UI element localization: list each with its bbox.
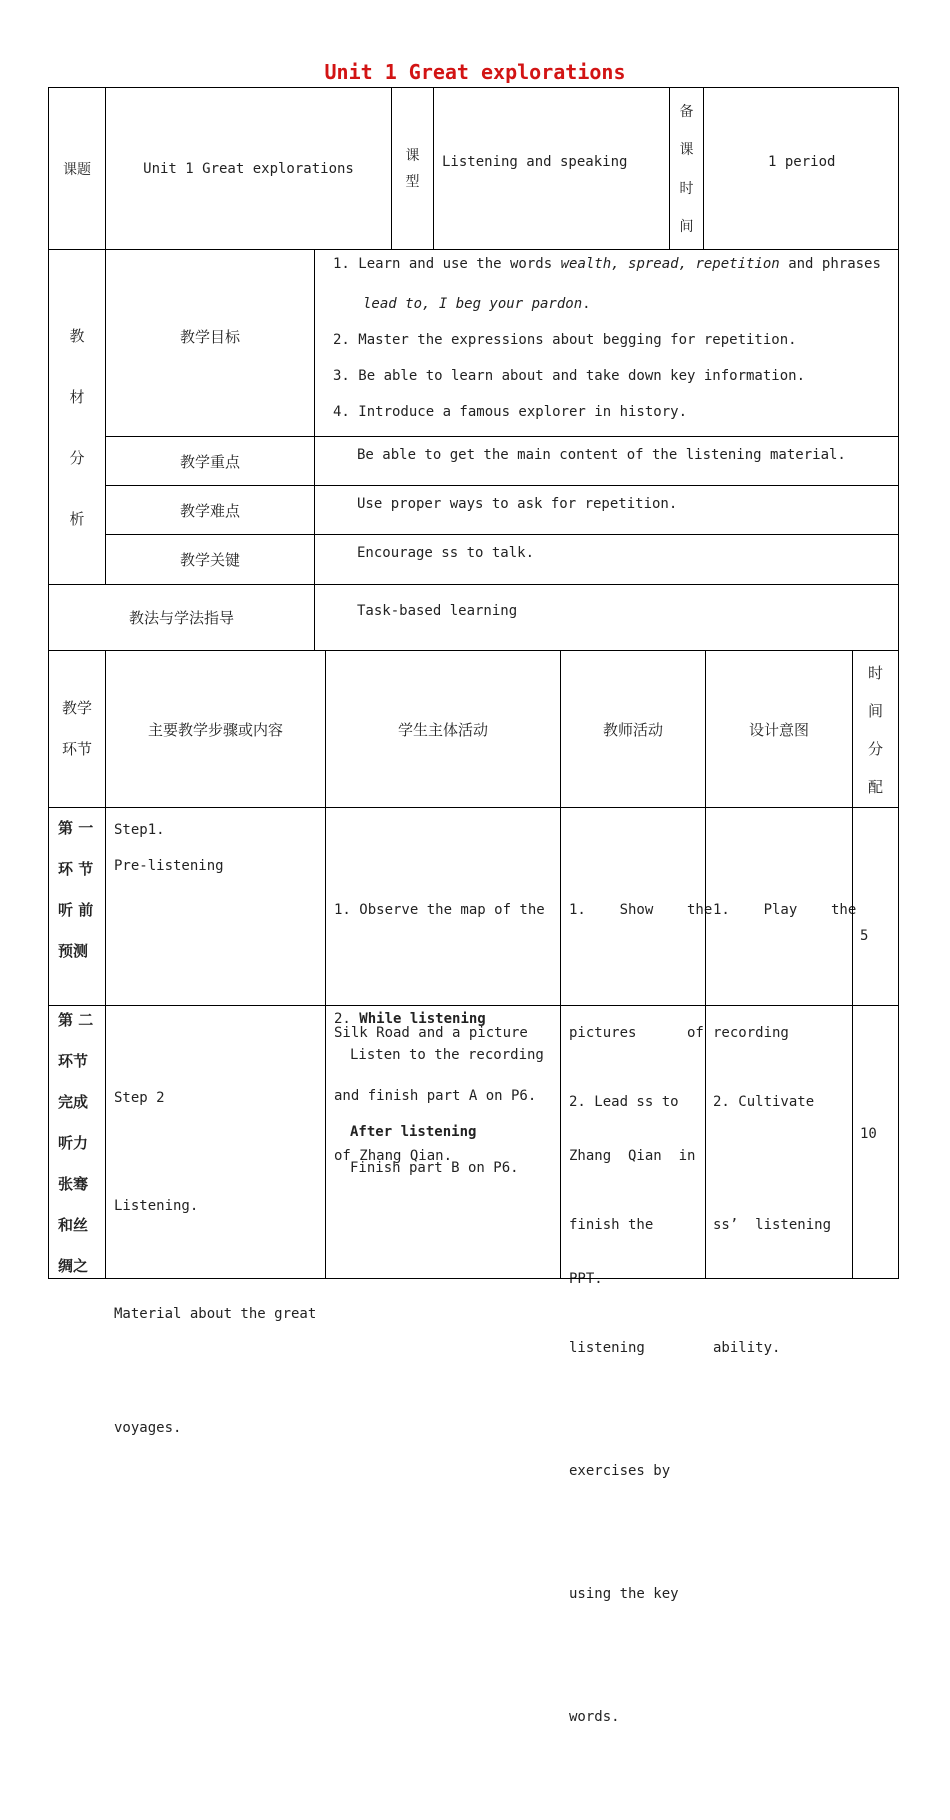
- objective-item-4: 4. Introduce a famous explorer in history.: [333, 404, 688, 420]
- col-time-label-char: 时: [867, 663, 883, 682]
- col-design-header: [705, 650, 853, 808]
- row1-design-line: recording: [713, 1025, 789, 1041]
- row1-steps-cell: [105, 807, 326, 1006]
- key-label-cell: [105, 436, 315, 486]
- row1-stage-cell: [48, 807, 106, 1006]
- difficulty-label-cell: [105, 485, 315, 535]
- row2-steps-line: voyages.: [114, 1420, 182, 1436]
- row2-stage-line: 听力: [58, 1134, 89, 1152]
- col-steps-header: [105, 650, 326, 808]
- row2-teacher-line: words.: [569, 1709, 620, 1725]
- row2-student-cell: [325, 1005, 561, 1279]
- difficulty-value-cell: [314, 485, 899, 535]
- row1-teacher-line: pictures of: [569, 1025, 704, 1041]
- objectives-value-cell: [314, 249, 899, 437]
- row2-teacher-line: listening: [569, 1340, 645, 1356]
- col-stage-label: 教学: [61, 699, 92, 717]
- col-stage-label: 环节: [61, 740, 92, 758]
- beike-label-char: 备: [679, 104, 694, 121]
- objective-item-2: 2. Master the expressions about begging for repetition.: [333, 332, 797, 348]
- row1-student-line: of Zhang Qian.: [334, 1148, 453, 1164]
- key-label: 教学重点: [179, 452, 240, 471]
- key-value-cell: [314, 436, 899, 486]
- keti-value-cell: [105, 87, 392, 250]
- col-student-label: 学生主体活动: [397, 720, 488, 739]
- row2-stage-line: 张骞: [58, 1175, 89, 1193]
- keti-value: Unit 1 Great explorations: [143, 160, 354, 177]
- kexing-label-char: 型: [405, 173, 420, 190]
- row2-design-line: ability.: [713, 1340, 781, 1356]
- row2-student-line: Finish part B on P6.: [350, 1160, 519, 1176]
- difficulty-label: 教学难点: [179, 501, 240, 520]
- keti-label: 课题: [63, 161, 91, 178]
- row2-steps-line: Material about the great: [114, 1306, 317, 1322]
- key-value: Be able to get the main content of the listening material.: [357, 447, 846, 463]
- row1-student-line: Silk Road and a picture: [334, 1025, 528, 1041]
- row2-teacher-line: 2. Lead ss to: [569, 1094, 679, 1110]
- row2-steps-cell: [105, 1005, 326, 1436]
- difficulty-value: Use proper ways to ask for repetition.: [357, 496, 678, 512]
- document-title: Unit 1 Great explorations: [324, 60, 626, 84]
- objective-item-1-line2: [363, 296, 591, 312]
- row2-teacher-cell: [560, 1005, 706, 1725]
- col-time-label-char: 间: [867, 701, 883, 720]
- row2-stage-line: 和丝: [58, 1216, 89, 1234]
- row1-time-cell: [852, 807, 899, 1006]
- crux-label: 教学关键: [179, 551, 240, 569]
- kexing-label-cell: [391, 87, 434, 250]
- objective-item-1: [333, 256, 881, 272]
- row1-time: 5: [860, 928, 869, 944]
- row1-teacher-line: PPT.: [569, 1271, 603, 1287]
- row2-design-line: 2. Cultivate: [713, 1094, 815, 1110]
- col-teacher-header: [560, 650, 706, 808]
- objective-item-1-prefix: 1. Learn and use the words: [333, 256, 553, 272]
- col-time-header: [852, 650, 899, 808]
- crux-value: Encourage ss to talk.: [357, 545, 535, 561]
- row2-stage-line: 完成: [58, 1093, 89, 1111]
- row2-stage-cell: [48, 1005, 106, 1279]
- kexing-value-cell: [433, 87, 670, 250]
- row2-stage-line: 绸之: [58, 1257, 89, 1275]
- row1-teacher-line: Zhang Qian in: [569, 1148, 696, 1164]
- col-student-header: [325, 650, 561, 808]
- col-time-label-char: 配: [867, 777, 883, 796]
- row2-student-while: [334, 1011, 486, 1027]
- row1-steps-line: Pre-listening: [114, 858, 224, 874]
- row1-stage-line: 听 前: [58, 901, 94, 919]
- row2-stage-line: 第 二: [58, 1011, 94, 1029]
- crux-value-cell: [314, 534, 899, 585]
- keti-label-cell: [48, 87, 106, 250]
- row2-teacher-line: exercises by: [569, 1463, 671, 1479]
- beike-label-char: 时: [679, 180, 694, 197]
- row1-stage-line: 第 一: [58, 819, 94, 837]
- col-steps-label: 主要教学步骤或内容: [147, 720, 283, 739]
- row2-steps-line: Step 2: [114, 1090, 165, 1106]
- kexing-label-char: 课: [405, 147, 420, 164]
- method-value-cell: [314, 584, 899, 651]
- row2-teacher-line: finish the: [569, 1217, 654, 1233]
- objective-item-1-end: .: [582, 296, 591, 312]
- analysis-label-char: 教: [69, 327, 85, 345]
- objective-item-1-words: wealth, spread, repetition: [560, 256, 780, 272]
- row2-time: 10: [860, 1126, 877, 1142]
- objective-item-1-mid: and phrases: [788, 256, 881, 272]
- analysis-label-char: 分: [69, 449, 85, 467]
- objectives-label: 教学目标: [179, 327, 240, 346]
- row1-design-line: 1. Play the: [713, 902, 857, 918]
- row2-student-line: and finish part A on P6.: [334, 1088, 537, 1104]
- col-stage-header: [48, 650, 106, 808]
- method-label: 教法与学法指导: [128, 609, 234, 627]
- objectives-label-cell: [105, 249, 315, 437]
- row2-student-after-label: After listening: [350, 1124, 477, 1140]
- beike-label-char: 间: [679, 218, 694, 235]
- row2-student-num: 2.: [334, 1011, 351, 1027]
- beike-value: 1 period: [768, 154, 836, 170]
- col-teacher-label: 教师活动: [602, 720, 663, 739]
- crux-label-cell: [105, 534, 315, 585]
- row2-student-line: Listen to the recording: [350, 1047, 544, 1063]
- col-time-label-char: 分: [867, 739, 883, 758]
- objective-item-3: 3. Be able to learn about and take down key information.: [333, 368, 806, 384]
- kexing-value: Listening and speaking: [442, 154, 628, 170]
- row2-stage-line: 环节: [58, 1052, 89, 1070]
- row1-stage-line: 预测: [58, 942, 89, 960]
- beike-value-cell: [703, 87, 899, 250]
- beike-label-char: 课: [679, 142, 694, 159]
- objective-item-1-phrases: lead to, I beg your pardon: [363, 296, 583, 312]
- row2-design-line: ss’ listening: [713, 1217, 832, 1233]
- row2-steps-line: Listening.: [114, 1198, 199, 1214]
- col-design-label: 设计意图: [748, 720, 809, 739]
- row1-steps-line: Step1.: [114, 822, 165, 838]
- beike-label-cell: [669, 87, 704, 250]
- analysis-section-cell: [48, 249, 106, 585]
- row1-stage-line: 环 节: [58, 860, 94, 878]
- row2-student-while-label: While listening: [359, 1011, 486, 1027]
- row2-teacher-line: using the key: [569, 1586, 679, 1602]
- analysis-label-char: 材: [69, 388, 85, 406]
- row1-student-line: 1. Observe the map of the: [334, 902, 545, 918]
- method-label-cell: [48, 584, 315, 651]
- method-value: Task-based learning: [357, 603, 518, 619]
- analysis-label-char: 析: [69, 510, 85, 528]
- row2-time-cell: [852, 1005, 899, 1279]
- row2-design-cell: [705, 1005, 853, 1356]
- row1-design-cell: [705, 807, 857, 1041]
- row1-teacher-line: 1. Show the: [569, 902, 713, 918]
